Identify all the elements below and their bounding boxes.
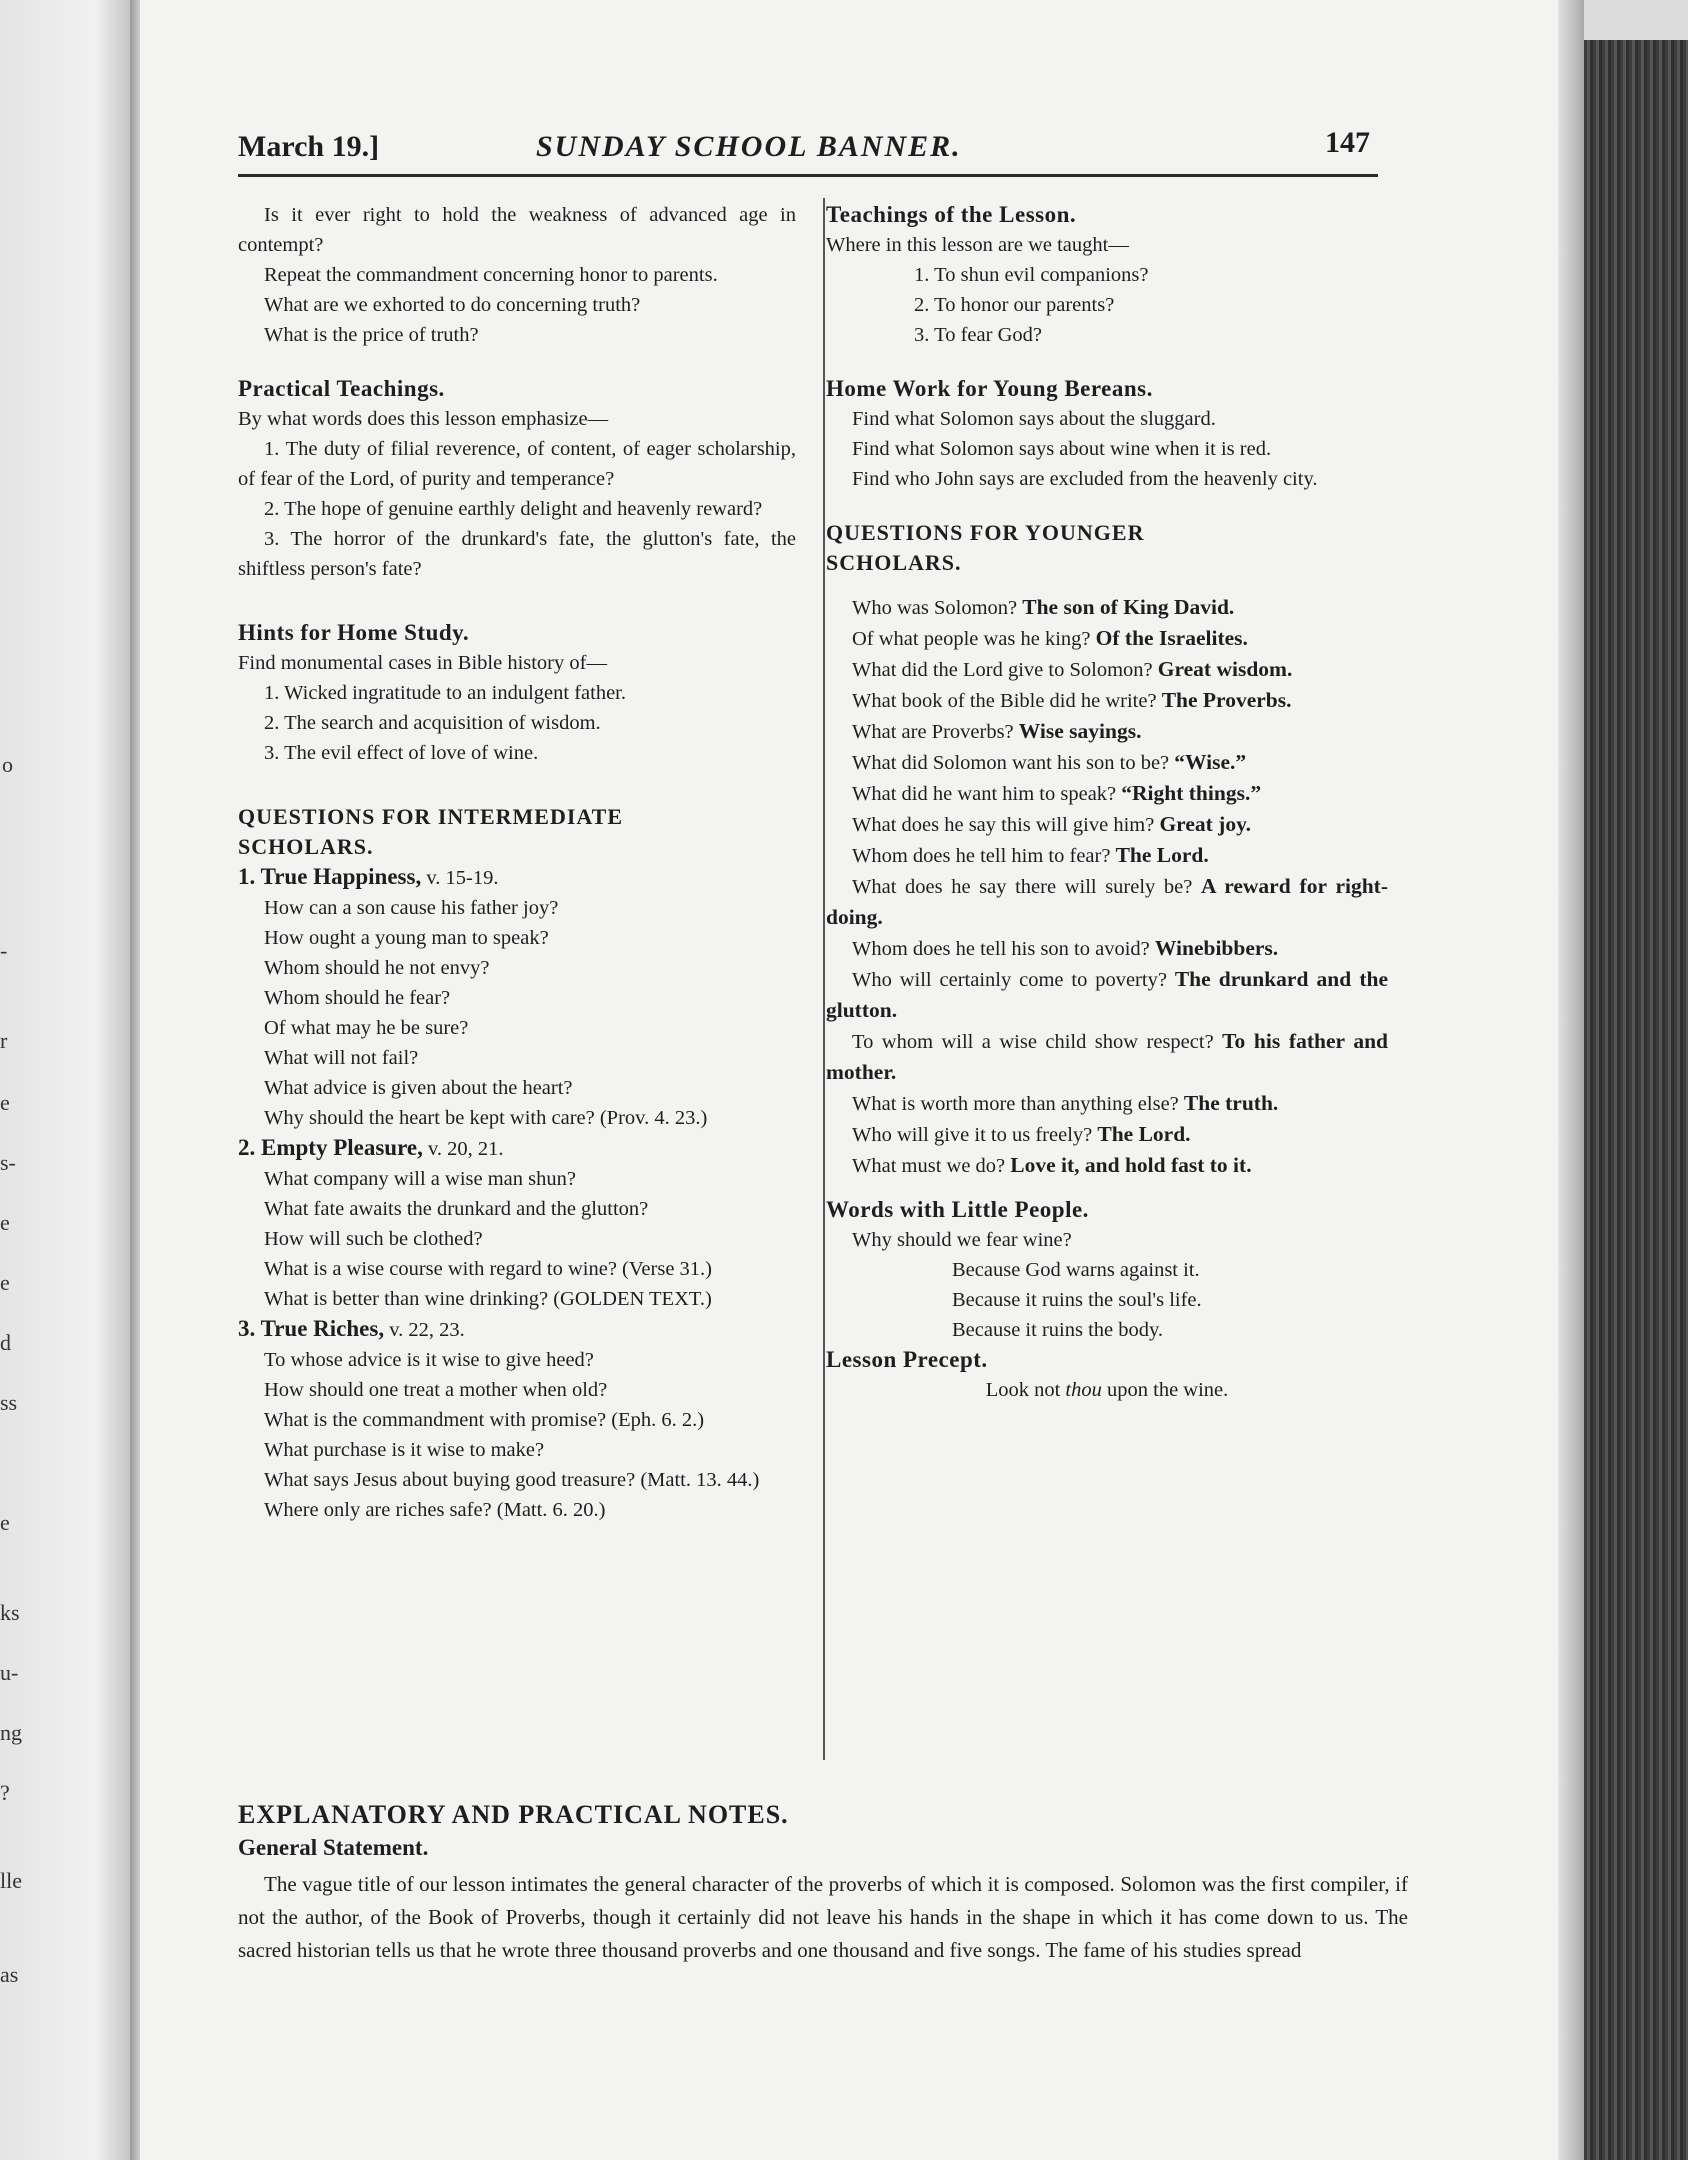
qa-item xyxy=(826,809,1388,840)
section-heading: Practical Teachings. xyxy=(238,376,445,401)
header-date: March 19.] xyxy=(238,130,380,163)
right-column xyxy=(826,200,1388,1405)
section-heading: Lesson Precept. xyxy=(826,1347,988,1372)
question: Repeat the commandment concerning honor to parents. xyxy=(264,264,718,286)
question: What is better than wine drinking? (GOLDEN TEXT.) xyxy=(264,1288,712,1310)
qa-item xyxy=(826,778,1388,809)
question: Who will give it to us freely? xyxy=(852,1124,1093,1146)
question: Who was Solomon? xyxy=(852,597,1018,619)
qa-item xyxy=(826,654,1388,685)
list-item: 3. The evil effect of love of wine. xyxy=(264,742,539,764)
qa-item xyxy=(826,840,1388,871)
page-fragment: - xyxy=(0,938,8,963)
question: Where only are riches safe? (Matt. 6. 20.) xyxy=(264,1499,606,1521)
verse-ref: v. 15-19. xyxy=(421,867,499,889)
section-heading: Teachings of the Lesson. xyxy=(826,202,1077,227)
question: Whom does he tell his son to avoid? xyxy=(852,938,1150,960)
list-item: 3. To fear God? xyxy=(914,324,1042,346)
answer: The truth. xyxy=(1183,1091,1279,1115)
answer: Great joy. xyxy=(1159,812,1252,836)
question: What does he say this will give him? xyxy=(852,814,1155,836)
question: How should one treat a mother when old? xyxy=(264,1379,608,1401)
qa-item xyxy=(826,623,1388,654)
question: What book of the Bible did he write? xyxy=(852,690,1157,712)
qa-item xyxy=(826,1026,1388,1088)
list-item: 2. The search and acquisition of wisdom. xyxy=(264,712,601,734)
subsection-title: 3. True Riches, xyxy=(238,1316,385,1341)
page-fragment: o xyxy=(2,752,13,777)
page-fragment: ks xyxy=(0,1600,20,1625)
question: Whom does he tell him to fear? xyxy=(852,845,1111,867)
qa-item xyxy=(826,933,1388,964)
list-item: 1. To shun evil companions? xyxy=(914,264,1149,286)
verse-ref: v. 22, 23. xyxy=(384,1319,465,1341)
answer: A reward for right-doing. xyxy=(826,874,1389,929)
page-number: 147 xyxy=(1325,126,1370,159)
list-item: 1. Wicked ingratitude to an indulgent father. xyxy=(264,682,627,704)
question: How will such be clothed? xyxy=(264,1228,483,1250)
list-item: 2. The hope of genuine earthly delight and heavenly reward? xyxy=(264,498,763,520)
question: What does he say there will surely be? xyxy=(852,876,1193,898)
answer-line: Because it ruins the soul's life. xyxy=(952,1289,1202,1311)
answer: Wise sayings. xyxy=(1018,719,1142,743)
question: What company will a wise man shun? xyxy=(264,1168,576,1190)
section-heading: QUESTIONS FOR YOUNGER xyxy=(826,520,1145,545)
page-fragment: e xyxy=(0,1090,10,1115)
list-item: 3. The horror of the drunkard's fate, the glutton's fate, the shiftless person's fate? xyxy=(238,528,796,580)
answer: The Proverbs. xyxy=(1161,688,1292,712)
question: How can a son cause his father joy? xyxy=(264,897,559,919)
answer: Great wisdom. xyxy=(1157,657,1293,681)
subsection-title: 1. True Happiness, xyxy=(238,864,422,889)
answer: The Lord. xyxy=(1097,1122,1191,1146)
section-heading: SCHOLARS. xyxy=(826,550,962,575)
question: What is the price of truth? xyxy=(264,324,479,346)
notes-paragraph: The vague title of our lesson intimates the general character of the proverbs of which it is composed. Solomon was the first compiler, if not the author, of the Book of Proverbs, though it certainly did not leave his hands in the shape in which it has come down to us. The sacred historian tells us that he wrote three thousand proverbs and one thousand and five songs. The fame of his studies spread xyxy=(238,1872,1408,1962)
book-spine xyxy=(1584,40,1688,2160)
verse-ref: v. 20, 21. xyxy=(422,1138,504,1160)
question: Of what may he be sure? xyxy=(264,1017,469,1039)
qa-item xyxy=(826,685,1388,716)
question: What will not fail? xyxy=(264,1047,419,1069)
answer-line: Because God warns against it. xyxy=(952,1259,1200,1281)
page-fragment: s- xyxy=(0,1150,16,1175)
question: Why should the heart be kept with care? (Prov. 4. 23.) xyxy=(264,1107,708,1129)
section-heading: QUESTIONS FOR INTERMEDIATE xyxy=(238,804,623,829)
section-lead: By what words does this lesson emphasize— xyxy=(238,408,609,430)
question: What purchase is it wise to make? xyxy=(264,1439,545,1461)
answer: The son of King David. xyxy=(1022,595,1235,619)
page-edge xyxy=(1558,0,1584,2160)
question: What is worth more than anything else? xyxy=(852,1093,1179,1115)
question: Of what people was he king? xyxy=(852,628,1091,650)
header-rule xyxy=(238,174,1378,177)
qa-item xyxy=(826,747,1388,778)
page-fragment: e xyxy=(0,1510,10,1535)
qa-item xyxy=(826,871,1388,933)
page-fragment: d xyxy=(0,1330,11,1355)
question: What advice is given about the heart? xyxy=(264,1077,573,1099)
qa-item xyxy=(826,1088,1388,1119)
precept-part: Look not xyxy=(985,1379,1066,1401)
list-item: Find what Solomon says about wine when it is red. xyxy=(852,438,1272,460)
section-heading: Hints for Home Study. xyxy=(238,620,470,645)
answer: Of the Israelites. xyxy=(1095,626,1248,650)
answer: The Lord. xyxy=(1115,843,1209,867)
question: What did Solomon want his son to be? xyxy=(852,752,1170,774)
question: What is a wise course with regard to wine? (Verse 31.) xyxy=(264,1258,712,1280)
question: What fate awaits the drunkard and the glutton? xyxy=(264,1198,649,1220)
page-fragment: e xyxy=(0,1210,10,1235)
section-heading: Words with Little People. xyxy=(826,1197,1089,1222)
answer: “Right things.” xyxy=(1121,781,1262,805)
list-item: Find what Solomon says about the sluggard. xyxy=(852,408,1216,430)
answer: “Wise.” xyxy=(1174,750,1247,774)
question: What must we do? xyxy=(852,1155,1006,1177)
question: What is the commandment with promise? (Eph. 6. 2.) xyxy=(264,1409,705,1431)
notes-subheading: General Statement. xyxy=(238,1835,429,1860)
list-item: 1. The duty of filial reverence, of content, of eager scholarship, of fear of the Lord, of purity and temperance? xyxy=(238,438,796,490)
question: What are Proverbs? xyxy=(852,721,1014,743)
answer: Love it, and hold fast to it. xyxy=(1010,1153,1252,1177)
page-fragment: lle xyxy=(0,1868,22,1893)
background xyxy=(1584,0,1688,40)
page-fragment: ng xyxy=(0,1720,22,1745)
question: To whom will a wise child show respect? xyxy=(852,1031,1214,1053)
left-column xyxy=(238,200,796,1525)
question: What did he want him to speak? xyxy=(852,783,1117,805)
question: How ought a young man to speak? xyxy=(264,927,549,949)
qa-item xyxy=(826,1150,1388,1181)
page-fragment: as xyxy=(0,1962,19,1987)
qa-item xyxy=(826,964,1388,1026)
precept-text xyxy=(826,1375,1388,1405)
question: Whom should he not envy? xyxy=(264,957,490,979)
notes-heading: EXPLANATORY AND PRACTICAL NOTES. xyxy=(238,1800,789,1829)
question: Why should we fear wine? xyxy=(852,1229,1072,1251)
answer-line: Because it ruins the body. xyxy=(952,1319,1164,1341)
question: What says Jesus about buying good treasure? (Matt. 13. 44.) xyxy=(264,1469,760,1491)
question: What did the Lord give to Solomon? xyxy=(852,659,1153,681)
running-header xyxy=(238,122,1378,168)
question: Whom should he fear? xyxy=(264,987,451,1009)
precept-italic: thou xyxy=(1065,1379,1102,1401)
subsection-title: 2. Empty Pleasure, xyxy=(238,1135,423,1160)
qa-item xyxy=(826,1119,1388,1150)
list-item: Find who John says are excluded from the heavenly city. xyxy=(852,468,1318,490)
section-heading: SCHOLARS. xyxy=(238,834,374,859)
qa-item xyxy=(826,716,1388,747)
page-fragment: u- xyxy=(0,1660,19,1685)
column-rule xyxy=(823,198,825,1760)
page-fragment: e xyxy=(0,1270,10,1295)
header-title: SUNDAY SCHOOL BANNER. xyxy=(536,130,962,163)
page-fragment: ss xyxy=(0,1390,18,1415)
notes-section xyxy=(238,1798,1408,1967)
page-fragment: ? xyxy=(0,1780,10,1805)
question: Who will certainly come to poverty? xyxy=(852,969,1167,991)
question: What are we exhorted to do concerning truth? xyxy=(264,294,641,316)
section-lead: Find monumental cases in Bible history of— xyxy=(238,652,607,674)
list-item: 2. To honor our parents? xyxy=(914,294,1115,316)
previous-page-edge xyxy=(0,0,136,2160)
qa-item xyxy=(826,592,1388,623)
question: To whose advice is it wise to give heed? xyxy=(264,1349,594,1371)
page-fragment: r xyxy=(0,1028,8,1053)
answer: To his father and mother. xyxy=(826,1029,1389,1084)
answer: Winebibbers. xyxy=(1154,936,1279,960)
answer: The drunkard and the glutton. xyxy=(826,967,1388,1022)
section-heading: Home Work for Young Bereans. xyxy=(826,376,1153,401)
section-lead: Where in this lesson are we taught— xyxy=(826,234,1129,256)
precept-part: upon the wine. xyxy=(1101,1379,1229,1401)
question: Is it ever right to hold the weakness of advanced age in contempt? xyxy=(238,204,796,256)
